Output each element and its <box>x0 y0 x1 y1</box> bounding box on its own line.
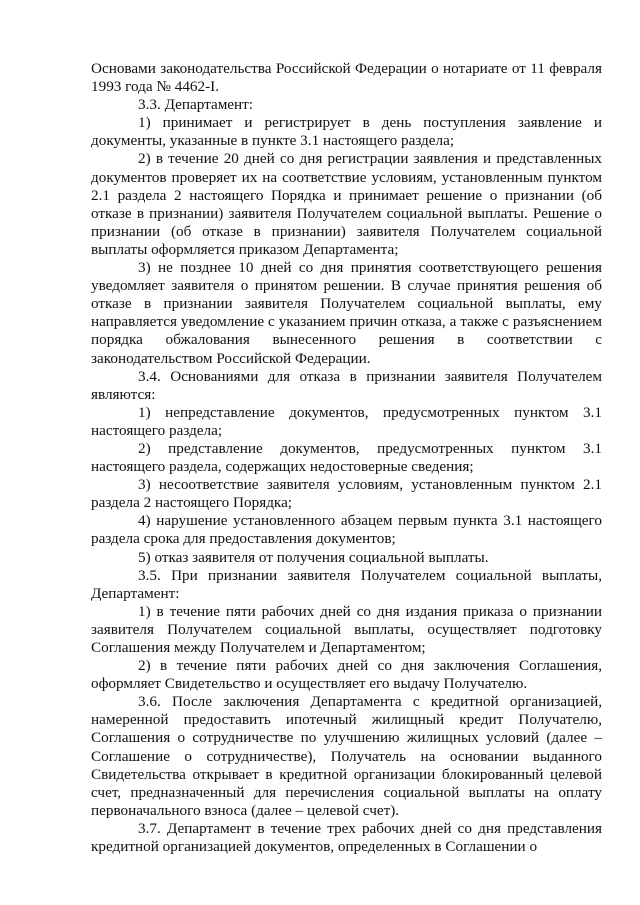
paragraph-13: 1) в течение пяти рабочих дней со дня издания приказа о признании заявителя Получателем социальной выплаты, осуществляет подготовку Соглашения между Получателем и Департаментом; <box>91 602 602 656</box>
paragraph-12: 3.5. При признании заявителя Получателем социальной выплаты, Департамент: <box>91 566 602 602</box>
paragraph-3: 1) принимает и регистрирует в день поступления заявление и документы, указанные в пункте 3.1 настоящего раздела; <box>91 114 602 150</box>
paragraph-10: 4) нарушение установленного абзацем первым пункта 3.1 настоящего раздела срока для предоставления документов; <box>91 512 602 548</box>
paragraph-7: 1) непредставление документов, предусмотренных пунктом 3.1 настоящего раздела; <box>91 403 602 439</box>
paragraph-15: 3.6. После заключения Департамента с кредитной организацией, намеренной предоставить ипотечный жилищный кредит Получателю, Соглашения о сотрудничестве по улучшению жилищных условий (далее – Соглашение о сотрудничестве), Получатель на основании выданного Свидетельства открывает в кредитной организации блокированный целевой счет, предназначенный для перечисления социальной выплаты на оплату первоначального взноса (далее – целевой счет). <box>91 693 602 819</box>
paragraph-14: 2) в течение пяти рабочих дней со дня заключения Соглашения, оформляет Свидетельство и осуществляет его выдачу Получателю. <box>91 657 602 693</box>
paragraph-1: Основами законодательства Российской Федерации о нотариате от 11 февраля 1993 года № 4462-I. <box>91 60 602 96</box>
paragraph-8: 2) представление документов, предусмотренных пунктом 3.1 настоящего раздела, содержащих недостоверные сведения; <box>91 439 602 476</box>
paragraph-6: 3.4. Основаниями для отказа в признании заявителя Получателем являются: <box>91 367 602 403</box>
paragraph-9: 3) несоответствие заявителя условиям, установленным пунктом 2.1 раздела 2 настоящего Порядка; <box>91 476 602 512</box>
paragraph-16: 3.7. Департамент в течение трех рабочих дней со дня представления кредитной организацией документов, определенных в Соглашении о <box>91 819 602 856</box>
paragraph-4: 2) в течение 20 дней со дня регистрации заявления и представленных документов проверяет их на соответствие условиям, установленным пунктом 2.1 раздела 2 настоящего Порядка и принимает решение о признании (об отказе в признании) заявителя Получателем социальной выплаты. Решение о признании (об отказе в признании) заявителя Получателем социальной выплаты оформляется приказом Департамента; <box>91 150 602 258</box>
document-page <box>91 60 602 856</box>
paragraph-5: 3) не позднее 10 дней со дня принятия соответствующего решения уведомляет заявителя о принятом решении. В случае принятия решения об отказе в признании заявителя Получателем социальной выплаты, ему направляется уведомление с указанием причин отказа, а также с разъяснением порядка обжалования вынесенного решения в соответствии с законодательством Российской Федерации. <box>91 259 602 367</box>
paragraph-2: 3.3. Департамент: <box>138 96 254 114</box>
paragraph-11: 5) отказ заявителя от получения социальной выплаты. <box>138 548 489 566</box>
